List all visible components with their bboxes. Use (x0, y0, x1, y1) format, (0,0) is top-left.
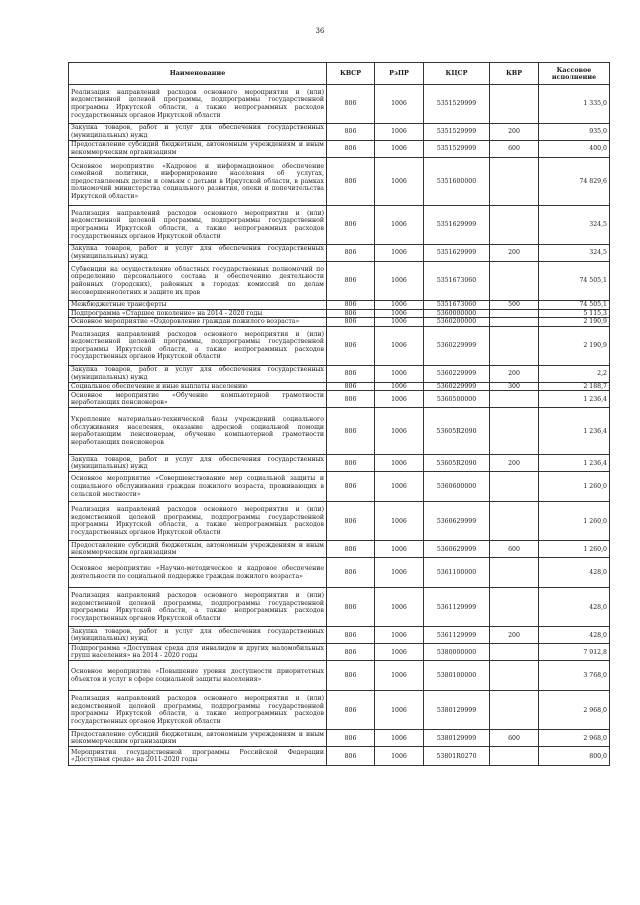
cell-name: Укрепление материально-технической базы учреждений социального обслуживания населения, оказание адресной социальной помощи неработающим пенсионерам, обучение компьютерной грамотности неработающих пенсионеров (69, 408, 327, 455)
cell-name: Основное мероприятие «Обучение компьютерной грамотности неработающих пенсионеров» (69, 391, 327, 408)
header-kvsr: КВСР (327, 63, 375, 85)
cell-name: Субвенции на осуществление областных государственных полномочий по определению персонального состава и обеспечению деятельности районных (городских), районных в городах комиссий по делам несовершеннолетних и защите их прав (69, 262, 327, 301)
cell-name: Основное мероприятие «Оздоровление граждан пожилого возраста» (69, 318, 327, 327)
table-row (69, 627, 610, 644)
cell-name: Реализация направлений расходов основного мероприятия и (или) ведомственной целевой программы, подпрограммы государственной программы Иркутской области, а также непрограммных расходов государственных органов Иркутской области (69, 206, 327, 245)
cell-kvsr: 806 (327, 627, 375, 644)
cell-kcsr: 5361129999 (424, 627, 490, 644)
cell-rzpr: 1006 (375, 391, 424, 408)
cell-name: Предоставление субсидий бюджетным, автономным учреждениям и иным некоммерческим организациям (69, 141, 327, 158)
cell-name: Реализация направлений расходов основного мероприятия и (или) ведомственной целевой программы, подпрограммы государственной программы Иркутской области, а также непрограммных расходов государственных органов Иркутской области (69, 326, 327, 365)
cell-cash-execution: 7 912,8 (539, 644, 610, 661)
cell-name: Подпрограмма «Доступная среда для инвалидов и других маломобильных групп населения» на 2014 - 2020 годы (69, 644, 327, 661)
cell-kcsr: 53605R2090 (424, 455, 490, 472)
cell-kvr: 300 (490, 382, 539, 391)
cell-kcsr: 5361129999 (424, 588, 490, 627)
cell-kvsr: 806 (327, 318, 375, 327)
cell-rzpr: 1006 (375, 85, 424, 124)
cell-kvsr: 806 (327, 382, 375, 391)
table-row (69, 85, 610, 124)
cell-kvr (490, 391, 539, 408)
cell-kvsr: 806 (327, 391, 375, 408)
cell-rzpr: 1006 (375, 730, 424, 747)
cell-cash-execution: 800,0 (539, 747, 610, 766)
cell-name: Закупка товаров, работ и услуг для обеспечения государственных (муниципальных) нужд (69, 455, 327, 472)
cell-kvsr: 806 (327, 141, 375, 158)
header-cash-execution: Кассовое исполнение (539, 63, 610, 85)
cell-kcsr: 5360629999 (424, 541, 490, 558)
cell-kvr (490, 661, 539, 691)
cell-kcsr: 5360629999 (424, 502, 490, 541)
cell-kvr (490, 408, 539, 455)
cell-kvr: 200 (490, 455, 539, 472)
table-row (69, 644, 610, 661)
table-row (69, 245, 610, 262)
header-rzpr: РзПР (375, 63, 424, 85)
cell-cash-execution: 1 236,4 (539, 455, 610, 472)
cell-kvr (490, 326, 539, 365)
cell-rzpr: 1006 (375, 262, 424, 301)
cell-rzpr: 1006 (375, 588, 424, 627)
cell-rzpr: 1006 (375, 365, 424, 382)
cell-rzpr: 1006 (375, 472, 424, 502)
cell-kcsr: 5351673060 (424, 262, 490, 301)
table-row (69, 124, 610, 141)
cell-kvsr: 806 (327, 541, 375, 558)
cell-name: Основное мероприятие «Совершенствование мер социальной защиты и социального обслуживания граждан пожилого возраста, проживающих в сельской местности» (69, 472, 327, 502)
table-row (69, 730, 610, 747)
cell-cash-execution: 935,0 (539, 124, 610, 141)
cell-kcsr: 5361100000 (424, 558, 490, 588)
table-row (69, 158, 610, 206)
cell-kcsr: 5380100000 (424, 661, 490, 691)
cell-cash-execution: 428,0 (539, 627, 610, 644)
cell-cash-execution: 2 968,0 (539, 691, 610, 730)
cell-kcsr: 5360600000 (424, 472, 490, 502)
cell-kcsr: 5380000000 (424, 644, 490, 661)
cell-kvsr: 806 (327, 502, 375, 541)
cell-rzpr: 1006 (375, 318, 424, 327)
cell-kvsr: 806 (327, 661, 375, 691)
cell-kcsr: 5351673060 (424, 301, 490, 310)
cell-cash-execution: 428,0 (539, 558, 610, 588)
cell-cash-execution: 1 236,4 (539, 408, 610, 455)
table-row (69, 588, 610, 627)
cell-kvsr: 806 (327, 326, 375, 365)
cell-kvsr: 806 (327, 691, 375, 730)
cell-rzpr: 1006 (375, 326, 424, 365)
cell-kvr (490, 318, 539, 327)
cell-kvsr: 806 (327, 455, 375, 472)
cell-rzpr: 1006 (375, 408, 424, 455)
cell-cash-execution: 74 505,1 (539, 262, 610, 301)
cell-cash-execution: 2 190,9 (539, 318, 610, 327)
cell-rzpr: 1006 (375, 644, 424, 661)
cell-rzpr: 1006 (375, 661, 424, 691)
cell-rzpr: 1006 (375, 245, 424, 262)
table-row (69, 309, 610, 318)
cell-kcsr: 5351529999 (424, 124, 490, 141)
cell-name: Закупка товаров, работ и услуг для обеспечения государственных (муниципальных) нужд (69, 627, 327, 644)
cell-kvr (490, 262, 539, 301)
cell-cash-execution: 2 188,7 (539, 382, 610, 391)
cell-kcsr: 5360229999 (424, 326, 490, 365)
cell-kvsr: 806 (327, 644, 375, 661)
table-row (69, 391, 610, 408)
cell-kcsr: 5351529999 (424, 141, 490, 158)
cell-cash-execution: 1 260,0 (539, 541, 610, 558)
header-name: Наименование (69, 63, 327, 85)
cell-kvr: 500 (490, 301, 539, 310)
cell-kvsr: 806 (327, 365, 375, 382)
cell-kvr (490, 558, 539, 588)
cell-kvr (490, 644, 539, 661)
cell-kvr: 600 (490, 730, 539, 747)
cell-name: Мероприятия государственной программы Российской Федерации «Доступная среда» на 2011-2020 годы (69, 747, 327, 766)
table-row (69, 408, 610, 455)
cell-rzpr: 1006 (375, 382, 424, 391)
cell-kvr: 600 (490, 541, 539, 558)
cell-rzpr: 1006 (375, 455, 424, 472)
cell-cash-execution: 2 190,9 (539, 326, 610, 365)
cell-cash-execution: 1 335,0 (539, 85, 610, 124)
cell-cash-execution: 74 829,6 (539, 158, 610, 206)
cell-kvsr: 806 (327, 747, 375, 766)
cell-kcsr: 5360500000 (424, 391, 490, 408)
cell-kvr (490, 309, 539, 318)
cell-rzpr: 1006 (375, 309, 424, 318)
table-row (69, 558, 610, 588)
cell-kvr (490, 588, 539, 627)
cell-cash-execution: 2,2 (539, 365, 610, 382)
cell-cash-execution: 1 260,0 (539, 502, 610, 541)
table-row (69, 661, 610, 691)
cell-kvsr: 806 (327, 301, 375, 310)
budget-execution-table (68, 62, 610, 766)
cell-kcsr: 5351629999 (424, 206, 490, 245)
cell-cash-execution: 1 260,0 (539, 472, 610, 502)
table-row (69, 318, 610, 327)
cell-rzpr: 1006 (375, 541, 424, 558)
cell-kvr (490, 206, 539, 245)
cell-kvr: 200 (490, 124, 539, 141)
cell-kvr (490, 158, 539, 206)
cell-kvsr: 806 (327, 124, 375, 141)
cell-rzpr: 1006 (375, 558, 424, 588)
cell-name: Предоставление субсидий бюджетным, автономным учреждениям и иным некоммерческим организациям (69, 541, 327, 558)
cell-cash-execution: 74 505,1 (539, 301, 610, 310)
cell-kcsr: 53801R0270 (424, 747, 490, 766)
cell-kvr: 200 (490, 365, 539, 382)
cell-kvsr: 806 (327, 730, 375, 747)
cell-kvr: 200 (490, 627, 539, 644)
cell-kcsr: 5360000000 (424, 309, 490, 318)
cell-kvsr: 806 (327, 85, 375, 124)
cell-kvr (490, 85, 539, 124)
header-kcsr: КЦСР (424, 63, 490, 85)
cell-name: Основное мероприятие «Научно-методическое и кадровое обеспечение деятельности по социальной поддержке граждан пожилого возраста» (69, 558, 327, 588)
cell-kvsr: 806 (327, 408, 375, 455)
cell-kcsr: 5360229999 (424, 382, 490, 391)
cell-name: Закупка товаров, работ и услуг для обеспечения государственных (муниципальных) нужд (69, 365, 327, 382)
header-kvr: КВР (490, 63, 539, 85)
cell-kvr (490, 691, 539, 730)
cell-kcsr: 5351529999 (424, 85, 490, 124)
cell-kvsr: 806 (327, 206, 375, 245)
cell-rzpr: 1006 (375, 691, 424, 730)
cell-rzpr: 1006 (375, 141, 424, 158)
table-row (69, 301, 610, 310)
cell-kvsr: 806 (327, 245, 375, 262)
cell-name: Реализация направлений расходов основного мероприятия и (или) ведомственной целевой программы, подпрограммы государственной программы Иркутской области, а также непрограммных расходов государственных органов Иркутской области (69, 588, 327, 627)
cell-kcsr: 5351600000 (424, 158, 490, 206)
cell-cash-execution: 3 768,0 (539, 661, 610, 691)
page-number: 36 (315, 27, 325, 35)
cell-name: Подпрограмма «Старшее поколение» на 2014 - 2020 годы (69, 309, 327, 318)
table-row (69, 747, 610, 766)
cell-kvsr: 806 (327, 588, 375, 627)
table-row (69, 541, 610, 558)
table-header-row (69, 63, 610, 85)
cell-cash-execution: 2 968,0 (539, 730, 610, 747)
table-row (69, 382, 610, 391)
table-row (69, 502, 610, 541)
cell-rzpr: 1006 (375, 206, 424, 245)
cell-kcsr: 5351629999 (424, 245, 490, 262)
cell-kvr (490, 502, 539, 541)
cell-cash-execution: 5 115,3 (539, 309, 610, 318)
table-row (69, 141, 610, 158)
table-row (69, 455, 610, 472)
cell-name: Межбюджетные трансферты (69, 301, 327, 310)
cell-kvr (490, 747, 539, 766)
cell-kcsr: 5360229999 (424, 365, 490, 382)
cell-kcsr: 53605R2090 (424, 408, 490, 455)
cell-cash-execution: 324,5 (539, 206, 610, 245)
cell-rzpr: 1006 (375, 124, 424, 141)
cell-kvr (490, 472, 539, 502)
cell-name: Основное мероприятие «Повышение уровня доступности приоритетных объектов и услуг в сфере социальной защиты населения» (69, 661, 327, 691)
cell-name: Основное мероприятие «Кадровое и информационное обеспечение семейной политики, информирование населения об услугах, предоставляемых детям и семьям с детьми в Иркутской области, в рамках полномочий министерства социального развития, опеки и попечительства Иркутской области» (69, 158, 327, 206)
cell-kcsr: 5380129999 (424, 730, 490, 747)
cell-kvsr: 806 (327, 472, 375, 502)
cell-kvr: 600 (490, 141, 539, 158)
cell-name: Социальное обеспечение и иные выплаты населению (69, 382, 327, 391)
table-row (69, 326, 610, 365)
cell-rzpr: 1006 (375, 502, 424, 541)
table-row (69, 472, 610, 502)
cell-name: Предоставление субсидий бюджетным, автономным учреждениям и иным некоммерческим организациям (69, 730, 327, 747)
cell-name: Реализация направлений расходов основного мероприятия и (или) ведомственной целевой программы, подпрограммы государственной программы Иркутской области, а также непрограммных расходов государственных органов Иркутской области (69, 85, 327, 124)
cell-rzpr: 1006 (375, 158, 424, 206)
cell-kvsr: 806 (327, 558, 375, 588)
cell-kvr: 200 (490, 245, 539, 262)
cell-kcsr: 5360200000 (424, 318, 490, 327)
cell-name: Реализация направлений расходов основного мероприятия и (или) ведомственной целевой программы, подпрограммы государственной программы Иркутской области, а также непрограммных расходов государственных органов Иркутской области (69, 502, 327, 541)
cell-name: Закупка товаров, работ и услуг для обеспечения государственных (муниципальных) нужд (69, 245, 327, 262)
cell-kvsr: 806 (327, 309, 375, 318)
cell-name: Закупка товаров, работ и услуг для обеспечения государственных (муниципальных) нужд (69, 124, 327, 141)
cell-name: Реализация направлений расходов основного мероприятия и (или) ведомственной целевой программы, подпрограммы государственной программы Иркутской области, а также непрограммных расходов государственных органов Иркутской области (69, 691, 327, 730)
table-row (69, 691, 610, 730)
cell-cash-execution: 324,5 (539, 245, 610, 262)
cell-rzpr: 1006 (375, 627, 424, 644)
cell-kcsr: 5380129999 (424, 691, 490, 730)
cell-rzpr: 1006 (375, 301, 424, 310)
table-row (69, 206, 610, 245)
table-row (69, 365, 610, 382)
table-row (69, 262, 610, 301)
cell-kvsr: 806 (327, 262, 375, 301)
cell-rzpr: 1006 (375, 747, 424, 766)
cell-cash-execution: 400,0 (539, 141, 610, 158)
table-body (69, 85, 610, 766)
cell-cash-execution: 428,0 (539, 588, 610, 627)
cell-cash-execution: 1 236,4 (539, 391, 610, 408)
cell-kvsr: 806 (327, 158, 375, 206)
